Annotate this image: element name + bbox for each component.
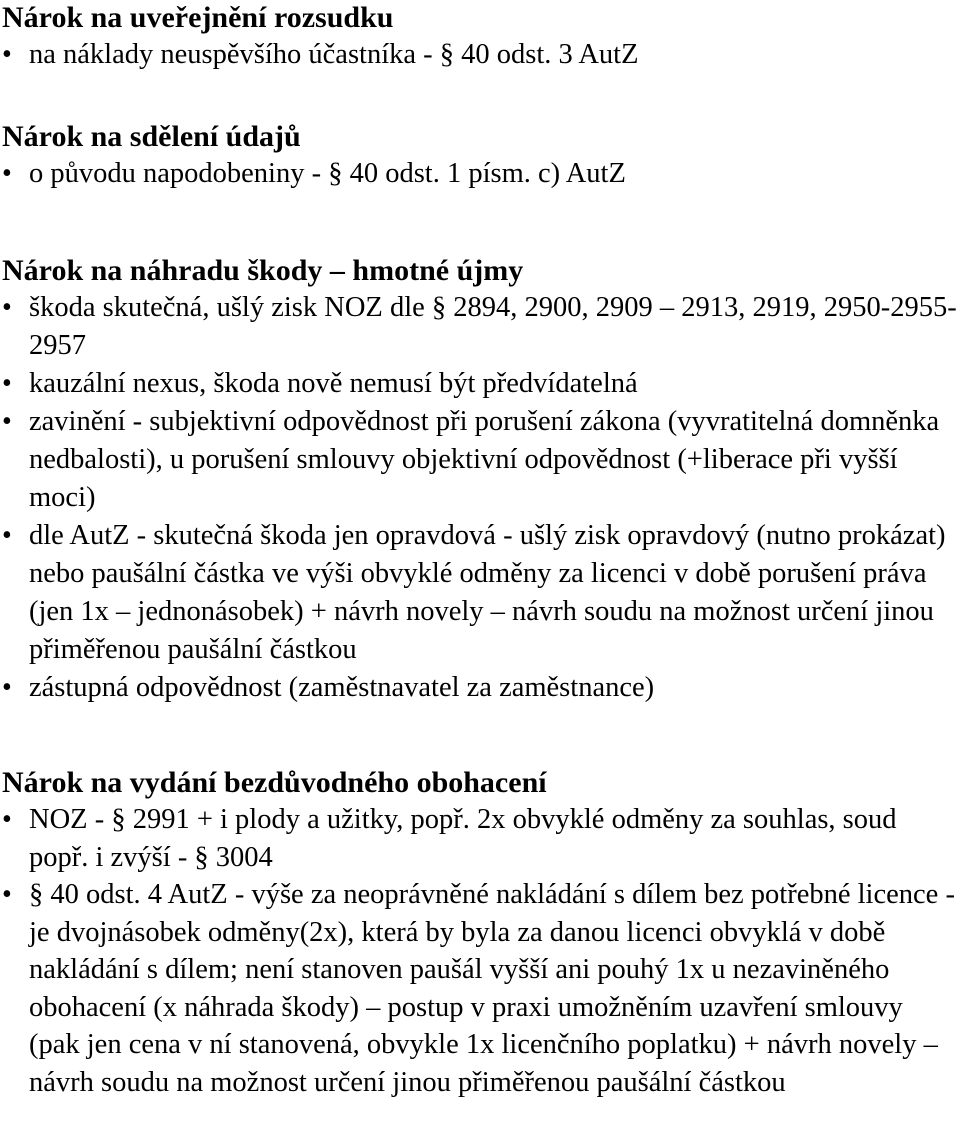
list-item-text: kauzální nexus, škoda nově nemusí být předvídatelná xyxy=(29,368,638,399)
bullet-icon: • xyxy=(2,406,12,437)
bullet-list xyxy=(2,801,960,1101)
bullet-icon: • xyxy=(2,520,12,551)
section-nahrada-skody xyxy=(2,253,960,765)
bullet-list xyxy=(2,155,960,193)
bullet-icon: • xyxy=(2,804,12,835)
bullet-icon: • xyxy=(2,368,12,399)
section-heading: Nárok na uveřejnění rozsudku xyxy=(2,1,394,34)
list-item-text: na náklady neuspěvšího účastníka - § 40 odst. 3 AutZ xyxy=(29,39,639,70)
list-item xyxy=(2,365,960,403)
list-item-text: zavinění - subjektivní odpovědnost při porušení zákona (vyvratitelná domněnka nedbalosti), u porušení smlouvy objektivní odpovědnost (+liberace při vyšší moci) xyxy=(29,406,940,513)
bullet-list xyxy=(2,289,960,707)
bullet-icon: • xyxy=(2,292,12,323)
bullet-icon: • xyxy=(2,158,12,189)
list-item xyxy=(2,517,960,669)
section-heading: Nárok na vydání bezdůvodného obohacení xyxy=(2,766,547,799)
list-item xyxy=(2,403,960,517)
list-item-text: NOZ - § 2991 + i plody a užitky, popř. 2x obvyklé odměny za souhlas, soud popř. i zvýší - § 3004 xyxy=(29,804,897,873)
list-item xyxy=(2,669,960,707)
list-item xyxy=(2,801,960,876)
bullet-icon: • xyxy=(2,879,12,910)
section-heading: Nárok na sdělení údajů xyxy=(2,120,301,153)
section-uverejneni-rozsudku xyxy=(2,0,960,119)
list-item-text: zástupná odpovědnost (zaměstnavatel za zaměstnance) xyxy=(29,672,655,703)
bullet-list xyxy=(2,36,960,74)
list-item-text: škoda skutečná, ušlý zisk NOZ dle § 2894, 2900, 2909 – 2913, 2919, 2950-2955-2957 xyxy=(29,292,957,361)
list-item-text: § 40 odst. 4 AutZ - výše za neoprávněné nakládání s dílem bez potřebné licence - je dvojnásobek odměny(2x), která by byla za danou licenci obvyklá v době nakládání s dílem; není stanoven paušál vyšší ani pouhý 1x u nezaviněného obohacení (x náhrada škody) – postup v praxi umožněním uzavření smlouvy (pak jen cena v ní stanovená, obvykle 1x licenčního poplatku) + návrh novely – návrh soudu na možnost určení jinou přiměřenou paušální částkou xyxy=(29,879,955,1098)
section-heading: Nárok na náhradu škody – hmotné újmy xyxy=(2,254,524,287)
bullet-icon: • xyxy=(2,39,12,70)
bullet-icon: • xyxy=(2,672,12,703)
list-item xyxy=(2,876,960,1101)
list-item xyxy=(2,289,960,365)
list-item xyxy=(2,155,960,193)
list-item-text: dle AutZ - skutečná škoda jen opravdová - ušlý zisk opravdový (nutno prokázat) nebo paušální částka ve výši obvyklé odměny za licenci v době porušení práva (jen 1x – jednonásobek) + návrh novely – návrh soudu na možnost určení jinou přiměřenou paušální částkou xyxy=(29,520,946,665)
list-item xyxy=(2,36,960,74)
section-bezduvodne-obohaceni xyxy=(2,765,960,1101)
section-sdeleni-udaju xyxy=(2,119,960,253)
list-item-text: o původu napodobeniny - § 40 odst. 1 písm. c) AutZ xyxy=(29,158,626,189)
